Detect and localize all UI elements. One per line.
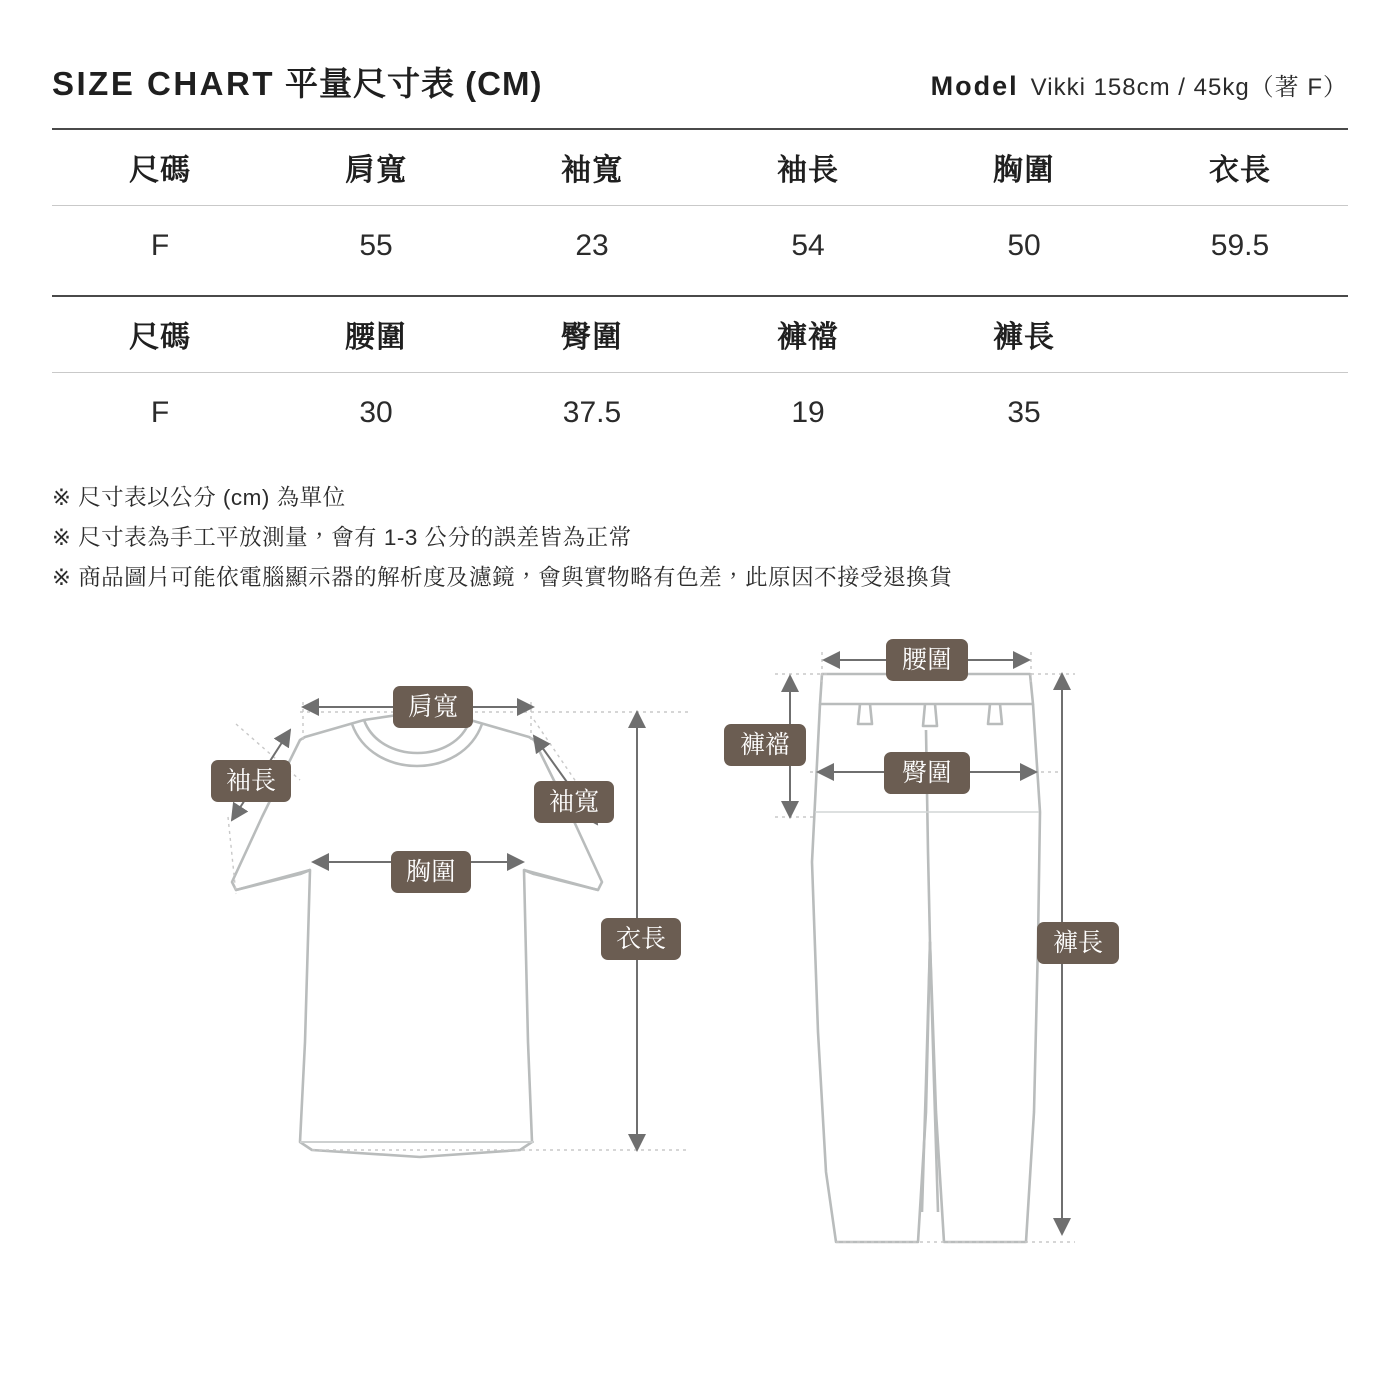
table-header-row bbox=[52, 129, 1348, 205]
note-unit: ※ 尺寸表以公分 (cm) 為單位 bbox=[52, 485, 346, 510]
table-header-row bbox=[52, 296, 1348, 372]
top-size-table-block bbox=[52, 128, 1348, 287]
notes-block bbox=[52, 478, 1352, 598]
cell-shoulder: 55 bbox=[268, 205, 484, 287]
note-tolerance: ※ 尺寸表為手工平放測量，會有 1-3 公分的誤差皆為正常 bbox=[52, 525, 632, 550]
label-rise: 褲襠 bbox=[739, 731, 791, 759]
pants-labels bbox=[724, 639, 1119, 964]
col-header-size: 尺碼 bbox=[52, 129, 268, 205]
label-pants-length: 褲長 bbox=[1052, 929, 1104, 957]
col-header-sleeve-width: 袖寬 bbox=[484, 129, 700, 205]
col-header-sleeve-length: 袖長 bbox=[700, 129, 916, 205]
label-bust: 胸圍 bbox=[405, 858, 457, 886]
page-header bbox=[52, 58, 1348, 105]
bottom-size-table bbox=[52, 295, 1348, 454]
tshirt-labels bbox=[211, 686, 681, 960]
label-sleeve-length: 袖長 bbox=[225, 767, 277, 795]
cell-waist: 30 bbox=[268, 372, 484, 454]
cell-sleeve-length: 54 bbox=[700, 205, 916, 287]
table-row bbox=[52, 205, 1348, 287]
cell-hip: 37.5 bbox=[484, 372, 700, 454]
cell-bust: 50 bbox=[916, 205, 1132, 287]
col-header-rise: 褲襠 bbox=[700, 296, 916, 372]
cell-size: F bbox=[52, 372, 268, 454]
col-header-shoulder: 肩寬 bbox=[268, 129, 484, 205]
cell-sleeve-width: 23 bbox=[484, 205, 700, 287]
col-header-waist: 腰圍 bbox=[268, 296, 484, 372]
label-waist: 腰圍 bbox=[901, 646, 953, 674]
measurement-diagram bbox=[0, 612, 1400, 1312]
cell-pants-length: 35 bbox=[916, 372, 1132, 454]
cell-length: 59.5 bbox=[1132, 205, 1348, 287]
col-header-length: 衣長 bbox=[1132, 129, 1348, 205]
title-group bbox=[52, 58, 542, 105]
cell-size: F bbox=[52, 205, 268, 287]
col-header-size: 尺碼 bbox=[52, 296, 268, 372]
col-header-empty bbox=[1132, 296, 1348, 372]
cell-empty bbox=[1132, 372, 1348, 454]
cell-rise: 19 bbox=[700, 372, 916, 454]
model-label: Model bbox=[930, 71, 1019, 101]
label-sleeve-width: 袖寬 bbox=[548, 788, 600, 816]
model-value: Vikki 158cm / 45kg（著 F） bbox=[1030, 74, 1348, 101]
top-size-table bbox=[52, 128, 1348, 287]
table-row bbox=[52, 372, 1348, 454]
label-hip: 臀圍 bbox=[901, 759, 953, 787]
page-title-zh: 平量尺寸表 (CM) bbox=[285, 65, 543, 102]
bottom-size-table-block bbox=[52, 295, 1348, 454]
label-garment-length: 衣長 bbox=[615, 925, 667, 953]
model-group bbox=[931, 67, 1348, 102]
col-header-bust: 胸圍 bbox=[916, 129, 1132, 205]
page-title-en: SIZE CHART bbox=[52, 65, 275, 102]
col-header-pants-length: 褲長 bbox=[916, 296, 1132, 372]
note-color: ※ 商品圖片可能依電腦顯示器的解析度及濾鏡，會與實物略有色差，此原因不接受退換貨 bbox=[52, 565, 953, 590]
col-header-hip: 臀圍 bbox=[484, 296, 700, 372]
label-shoulder: 肩寬 bbox=[407, 693, 459, 721]
